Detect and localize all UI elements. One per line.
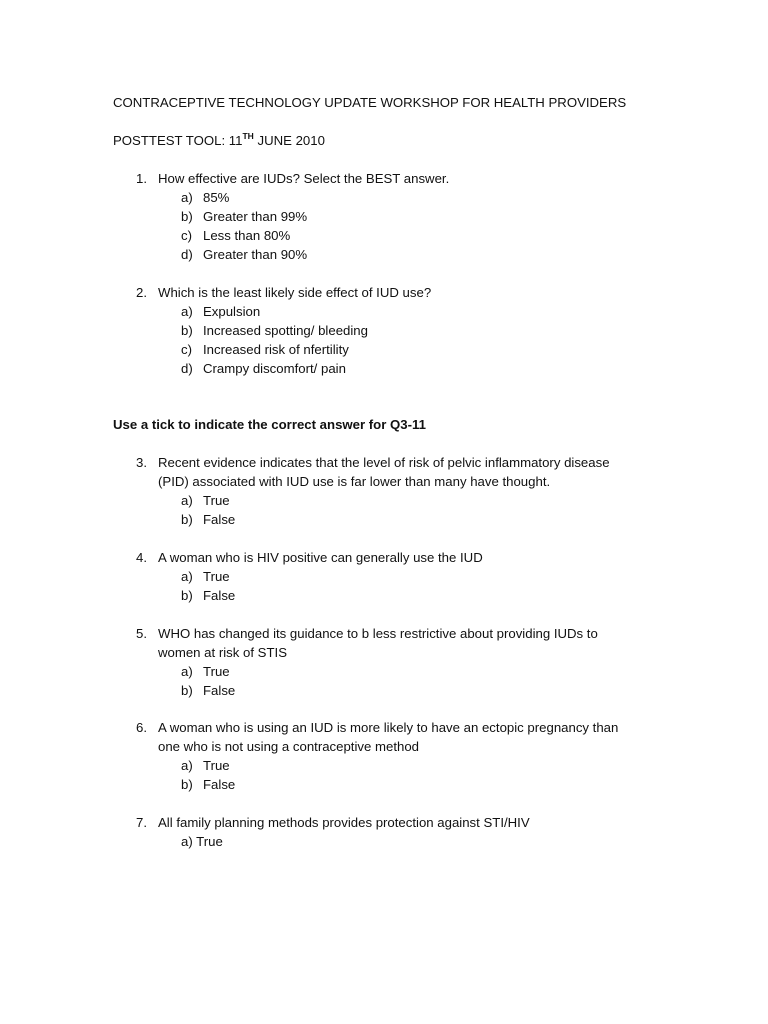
question-text: A woman who is HIV positive can generally use the IUD (158, 550, 483, 565)
question-number: 6. (136, 720, 147, 735)
option-text: False (203, 683, 236, 698)
option-text: Less than 80% (203, 228, 291, 243)
question-number: 2. (136, 285, 147, 300)
option-text: a) True (181, 834, 223, 849)
option-letter: b) (181, 588, 193, 603)
option-text: True (203, 664, 230, 679)
option-letter: d) (181, 361, 193, 376)
option-letter: a) (181, 569, 193, 584)
option-text: Greater than 99% (203, 209, 308, 224)
question-number: 4. (136, 550, 147, 565)
posttest-date-line (113, 131, 325, 150)
question-text: one who is not using a contraceptive method (158, 739, 419, 754)
option-letter: b) (181, 209, 193, 224)
question-number: 3. (136, 455, 147, 470)
option-text: Crampy discomfort/ pain (203, 361, 346, 376)
posttest-prefix: POSTTEST TOOL: 11 (113, 133, 243, 148)
option-text: False (203, 512, 236, 527)
option-text: False (203, 777, 236, 792)
option-letter: a) (181, 304, 193, 319)
question-text: women at risk of STIS (158, 645, 287, 660)
date-superscript: TH (242, 131, 254, 141)
question-number: 1. (136, 171, 147, 186)
document-title: CONTRACEPTIVE TECHNOLOGY UPDATE WORKSHOP FOR HEALTH PROVIDERS (113, 95, 627, 110)
option-text: True (203, 493, 230, 508)
option-letter: b) (181, 323, 193, 338)
option-letter: a) (181, 190, 193, 205)
question-text: All family planning methods provides protection against STI/HIV (158, 815, 530, 830)
question-text: (PID) associated with IUD use is far lower than many have thought. (158, 474, 551, 489)
option-text: True (203, 569, 230, 584)
option-text: False (203, 588, 236, 603)
question-text: A woman who is using an IUD is more likely to have an ectopic pregnancy than (158, 720, 619, 735)
option-letter: b) (181, 777, 193, 792)
option-text: Greater than 90% (203, 247, 308, 262)
option-text: 85% (203, 190, 230, 205)
option-text: Expulsion (203, 304, 261, 319)
option-letter: d) (181, 247, 193, 262)
posttest-suffix: JUNE 2010 (253, 133, 325, 148)
option-text: True (203, 758, 230, 773)
option-letter: b) (181, 683, 193, 698)
question-text: WHO has changed its guidance to b less restrictive about providing IUDs to (158, 626, 598, 641)
instruction-text: Use a tick to indicate the correct answer for Q3-11 (113, 417, 426, 432)
option-letter: c) (181, 228, 192, 243)
option-letter: a) (181, 493, 193, 508)
question-number: 7. (136, 815, 147, 830)
option-letter: a) (181, 664, 193, 679)
option-letter: a) (181, 758, 193, 773)
question-text: Recent evidence indicates that the level of risk of pelvic inflammatory disease (158, 455, 610, 470)
question-text: How effective are IUDs? Select the BEST answer. (158, 171, 450, 186)
option-letter: c) (181, 342, 192, 357)
option-letter: b) (181, 512, 193, 527)
option-text: Increased spotting/ bleeding (203, 323, 368, 338)
question-text: Which is the least likely side effect of IUD use? (158, 285, 432, 300)
question-number: 5. (136, 626, 147, 641)
option-text: Increased risk of nfertility (203, 342, 349, 357)
